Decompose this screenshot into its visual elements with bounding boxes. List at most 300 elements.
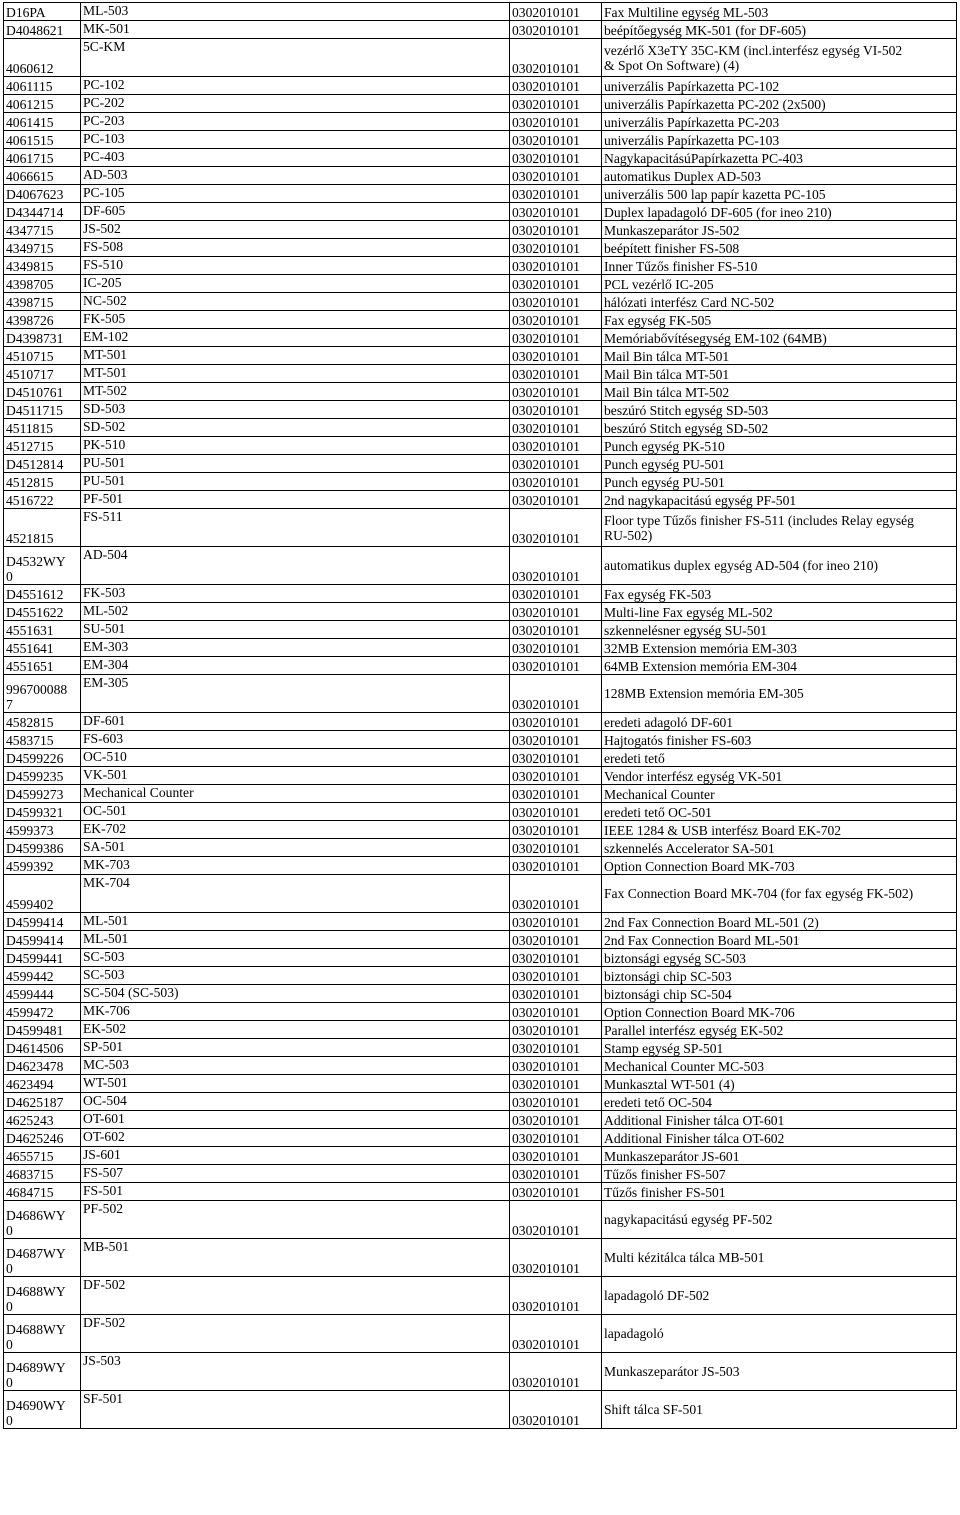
cell-description [602,603,957,621]
model-text: DF-601 [83,713,126,728]
cell-code [4,21,81,39]
cell-number [510,785,602,803]
model-text: ML-501 [83,913,129,928]
description-text: Stamp egység SP-501 [604,1041,724,1056]
table-row [4,1201,957,1239]
cell-code [4,257,81,275]
table-row [4,603,957,621]
cell-model [81,419,510,437]
cell-description [602,311,957,329]
cell-model [81,257,510,275]
code-text: 4061515 [6,133,54,148]
model-text: NC-502 [83,293,127,308]
cell-number [510,383,602,401]
description-text: Munkaszeparátor JS-503 [604,1364,740,1379]
number-text: 0302010101 [512,457,580,472]
cell-code [4,1021,81,1039]
code-text: D4398731 [6,331,64,346]
code-text: D4599414 [6,915,64,930]
number-text: 0302010101 [512,187,580,202]
code-text: D4625246 [6,1131,64,1146]
number-text: 0302010101 [512,367,580,382]
description-text-continued: & Spot On Software) (4) [604,57,740,73]
model-text: SC-503 [83,967,125,982]
cell-model [81,1075,510,1093]
cell-code [4,1315,81,1353]
number-text: 0302010101 [512,987,580,1002]
cell-number [510,839,602,857]
table-row [4,1129,957,1147]
number-text: 0302010101 [512,1131,580,1146]
table-row [4,1003,957,1021]
cell-code [4,985,81,1003]
cell-number [510,185,602,203]
number-text: 0302010101 [512,1223,580,1238]
cell-number [510,311,602,329]
cell-model [81,185,510,203]
cell-model [81,1183,510,1201]
cell-code [4,857,81,875]
cell-model [81,401,510,419]
description-text: 32MB Extension memória EM-303 [604,641,797,656]
model-text: AD-504 [83,547,128,562]
cell-model [81,473,510,491]
cell-code [4,1039,81,1057]
cell-model [81,767,510,785]
cell-code [4,3,81,21]
description-text: szkennelés Accelerator SA-501 [604,841,775,856]
cell-number [510,985,602,1003]
description-text: vezérlő X3eTY 35C-KM (incl.interfész egység VI-502 [604,42,903,58]
cell-description [602,77,957,95]
cell-description [602,275,957,293]
cell-model [81,875,510,913]
cell-description [602,1391,957,1429]
table-row [4,857,957,875]
cell-description [602,657,957,675]
table-row [4,131,957,149]
cell-code [4,713,81,731]
table-row [4,931,957,949]
cell-model [81,383,510,401]
cell-code [4,167,81,185]
cell-description [602,1201,957,1239]
number-text: 0302010101 [512,1113,580,1128]
code-text-continued: 0 [6,1337,13,1352]
code-text: D4344714 [6,205,64,220]
cell-code [4,1057,81,1075]
cell-description [602,839,957,857]
description-text: Multi kézitálca tálca MB-501 [604,1250,765,1265]
cell-number [510,95,602,113]
code-text: 4683715 [6,1167,54,1182]
table-row [4,1039,957,1057]
model-text: MT-501 [83,365,128,380]
cell-number [510,329,602,347]
table-row [4,1353,957,1391]
description-text: Floor type Tűzős finisher FS-511 (includes Relay egység [604,512,914,528]
cell-number [510,713,602,731]
description-text: 64MB Extension memória EM-304 [604,659,797,674]
cell-model [81,547,510,585]
cell-number [510,857,602,875]
description-text: Hajtogatós finisher FS-603 [604,733,752,748]
cell-model [81,1093,510,1111]
description-text: Mail Bin tálca MT-501 [604,367,730,382]
cell-model [81,967,510,985]
description-text: eredeti adagoló DF-601 [604,715,734,730]
code-text: 4511815 [6,421,54,436]
description-text: univerzális Papírkazetta PC-203 [604,115,780,130]
cell-number [510,821,602,839]
table-row [4,455,957,473]
number-text: 0302010101 [512,751,580,766]
table-row [4,985,957,1003]
table-row [4,347,957,365]
description-text: univerzális Papírkazetta PC-103 [604,133,780,148]
number-text: 0302010101 [512,1149,580,1164]
cell-description [602,1183,957,1201]
model-text: EK-502 [83,1021,127,1036]
number-text: 0302010101 [512,1077,580,1092]
code-text: D4599226 [6,751,64,766]
code-text: D4048621 [6,23,64,38]
table-row [4,1165,957,1183]
number-text: 0302010101 [512,1023,580,1038]
cell-description [602,329,957,347]
cell-code [4,547,81,585]
code-text: 4599442 [6,969,54,984]
cell-code [4,821,81,839]
table-row [4,875,957,913]
cell-description [602,913,957,931]
cell-model [81,1003,510,1021]
number-text: 0302010101 [512,1375,580,1390]
cell-description [602,203,957,221]
cell-code [4,221,81,239]
cell-number [510,1391,602,1429]
description-text: hálózati interfész Card NC-502 [604,295,775,310]
code-text: D4599481 [6,1023,64,1038]
cell-model [81,1277,510,1315]
model-text: DF-605 [83,203,126,218]
code-text: 4061115 [6,79,53,94]
code-text: 4551631 [6,623,54,638]
parts-table-body [4,3,957,1429]
cell-model [81,1165,510,1183]
code-text: D4512814 [6,457,64,472]
description-text: Munkaszeparátor JS-601 [604,1149,740,1164]
model-text: PU-501 [83,473,126,488]
description-text: Shift tálca SF-501 [604,1402,703,1417]
cell-description [602,167,957,185]
model-text: FK-505 [83,311,126,326]
cell-number [510,1183,602,1201]
description-text: biztonsági chip SC-503 [604,969,732,984]
code-text: 4349815 [6,259,54,274]
cell-description [602,239,957,257]
cell-number [510,1075,602,1093]
model-text: EM-102 [83,329,129,344]
number-text: 0302010101 [512,295,580,310]
description-text: automatikus Duplex AD-503 [604,169,762,184]
number-text: 0302010101 [512,641,580,656]
description-text: Mail Bin tálca MT-502 [604,385,730,400]
number-text: 0302010101 [512,1185,580,1200]
cell-model [81,39,510,77]
cell-model [81,839,510,857]
table-row [4,675,957,713]
code-text: 4347715 [6,223,54,238]
number-text: 0302010101 [512,385,580,400]
code-text: 4684715 [6,1185,54,1200]
model-text: DF-502 [83,1315,126,1330]
code-text: D4690WY [6,1398,66,1413]
cell-description [602,365,957,383]
description-text: Memóriabővítésegység EM-102 (64MB) [604,331,827,346]
cell-model [81,347,510,365]
description-text: beépítőegység MK-501 (for DF-605) [604,23,806,38]
model-text: SD-503 [83,401,126,416]
cell-description [602,1353,957,1391]
cell-code [4,293,81,311]
model-text: DF-502 [83,1277,126,1292]
cell-number [510,1003,602,1021]
cell-code [4,1111,81,1129]
table-row [4,585,957,603]
table-row [4,1277,957,1315]
description-text: Punch egység PU-501 [604,475,725,490]
model-text: Mechanical Counter [83,785,194,800]
code-text-continued: 0 [6,1261,13,1276]
cell-number [510,585,602,603]
number-text: 0302010101 [512,115,580,130]
table-row [4,419,957,437]
cell-code [4,1183,81,1201]
cell-number [510,257,602,275]
cell-number [510,365,602,383]
cell-description [602,113,957,131]
cell-number [510,221,602,239]
code-text: 4583715 [6,733,54,748]
cell-number [510,1093,602,1111]
table-row [4,77,957,95]
cell-number [510,491,602,509]
model-text: JS-601 [83,1147,121,1162]
cell-description [602,149,957,167]
cell-model [81,311,510,329]
cell-number [510,1315,602,1353]
table-row [4,657,957,675]
cell-model [81,785,510,803]
table-row [4,949,957,967]
table-row [4,473,957,491]
code-text-continued: 0 [6,1299,13,1314]
cell-code [4,931,81,949]
cell-model [81,491,510,509]
cell-description [602,803,957,821]
cell-description [602,985,957,1003]
cell-number [510,1057,602,1075]
number-text: 0302010101 [512,1337,580,1352]
cell-model [81,455,510,473]
table-row [4,803,957,821]
code-text: 4599472 [6,1005,54,1020]
number-text: 0302010101 [512,1261,580,1276]
cell-model [81,21,510,39]
table-row [4,1315,957,1353]
cell-description [602,585,957,603]
model-text: SP-501 [83,1039,124,1054]
cell-model [81,949,510,967]
code-text-continued: 0 [6,569,13,584]
cell-code [4,509,81,547]
cell-number [510,731,602,749]
cell-description [602,257,957,275]
model-text: ML-502 [83,603,129,618]
description-text: Tűzős finisher FS-501 [604,1185,726,1200]
model-text: JS-503 [83,1353,121,1368]
cell-model [81,931,510,949]
code-text: 996700088 [6,682,68,697]
model-text: OT-601 [83,1111,125,1126]
cell-model [81,203,510,221]
cell-model [81,1391,510,1429]
table-row [4,275,957,293]
code-text: D16PA [6,5,46,20]
cell-number [510,1039,602,1057]
cell-model [81,985,510,1003]
cell-description [602,767,957,785]
code-text: D4625187 [6,1095,64,1110]
cell-description [602,621,957,639]
model-text: MK-704 [83,875,130,890]
table-row [4,365,957,383]
cell-model [81,857,510,875]
cell-model [81,149,510,167]
model-text: ML-501 [83,931,129,946]
code-text: D4599386 [6,841,64,856]
code-text: 4061415 [6,115,54,130]
cell-code [4,113,81,131]
description-text: 2nd Fax Connection Board ML-501 (2) [604,915,819,930]
table-row [4,39,957,77]
number-text: 0302010101 [512,605,580,620]
model-text: PC-203 [83,113,125,128]
cell-code [4,1003,81,1021]
table-row [4,113,957,131]
cell-model [81,1353,510,1391]
number-text: 0302010101 [512,151,580,166]
cell-description [602,1039,957,1057]
cell-description [602,437,957,455]
description-text: NagykapacitásúPapírkazetta PC-403 [604,151,803,166]
cell-code [4,785,81,803]
cell-model [81,239,510,257]
cell-number [510,3,602,21]
cell-number [510,1129,602,1147]
table-row [4,293,957,311]
cell-description [602,1277,957,1315]
cell-number [510,131,602,149]
number-text: 0302010101 [512,403,580,418]
cell-number [510,931,602,949]
cell-model [81,275,510,293]
cell-code [4,311,81,329]
cell-description [602,1239,957,1277]
description-text: nagykapacitású egység PF-502 [604,1212,773,1227]
description-text: automatikus duplex egység AD-504 (for ineo 210) [604,558,879,573]
model-text: FS-501 [83,1183,124,1198]
code-text: 4060612 [6,61,54,76]
model-text: EK-702 [83,821,127,836]
description-text: Fax egység FK-503 [604,587,712,602]
model-text: SF-501 [83,1391,124,1406]
number-text: 0302010101 [512,61,580,76]
cell-model [81,1111,510,1129]
cell-description [602,949,957,967]
code-text: D4067623 [6,187,64,202]
model-text: MT-501 [83,347,128,362]
code-text: D4689WY [6,1360,66,1375]
model-text: IC-205 [83,275,122,290]
cell-number [510,675,602,713]
code-text-continued: 0 [6,1413,13,1428]
model-text: MK-501 [83,21,130,36]
number-text: 0302010101 [512,5,580,20]
model-text: MK-706 [83,1003,130,1018]
cell-number [510,767,602,785]
number-text: 0302010101 [512,23,580,38]
code-text: D4551622 [6,605,64,620]
code-text: 4061715 [6,151,54,166]
table-row [4,1057,957,1075]
cell-code [4,239,81,257]
number-text: 0302010101 [512,79,580,94]
model-text: OC-501 [83,803,127,818]
description-text: Punch egység PU-501 [604,457,725,472]
cell-number [510,275,602,293]
cell-number [510,293,602,311]
cell-model [81,621,510,639]
table-row [4,547,957,585]
table-row [4,167,957,185]
description-text-continued: RU-502) [604,527,653,543]
cell-description [602,293,957,311]
cell-model [81,1201,510,1239]
cell-number [510,621,602,639]
code-text: D4688WY [6,1322,66,1337]
number-text: 0302010101 [512,841,580,856]
code-text: D4686WY [6,1208,66,1223]
number-text: 0302010101 [512,349,580,364]
model-text: FS-510 [83,257,124,272]
number-text: 0302010101 [512,277,580,292]
description-text: Parallel interfész egység EK-502 [604,1023,784,1038]
cell-description [602,967,957,985]
code-text: D4599414 [6,933,64,948]
table-row [4,1075,957,1093]
cell-code [4,1165,81,1183]
cell-model [81,437,510,455]
table-row [4,203,957,221]
cell-number [510,1239,602,1277]
description-text: Tűzős finisher FS-507 [604,1167,726,1182]
number-text: 0302010101 [512,659,580,674]
cell-description [602,3,957,21]
cell-description [602,875,957,913]
description-text: univerzális Papírkazetta PC-102 [604,79,780,94]
